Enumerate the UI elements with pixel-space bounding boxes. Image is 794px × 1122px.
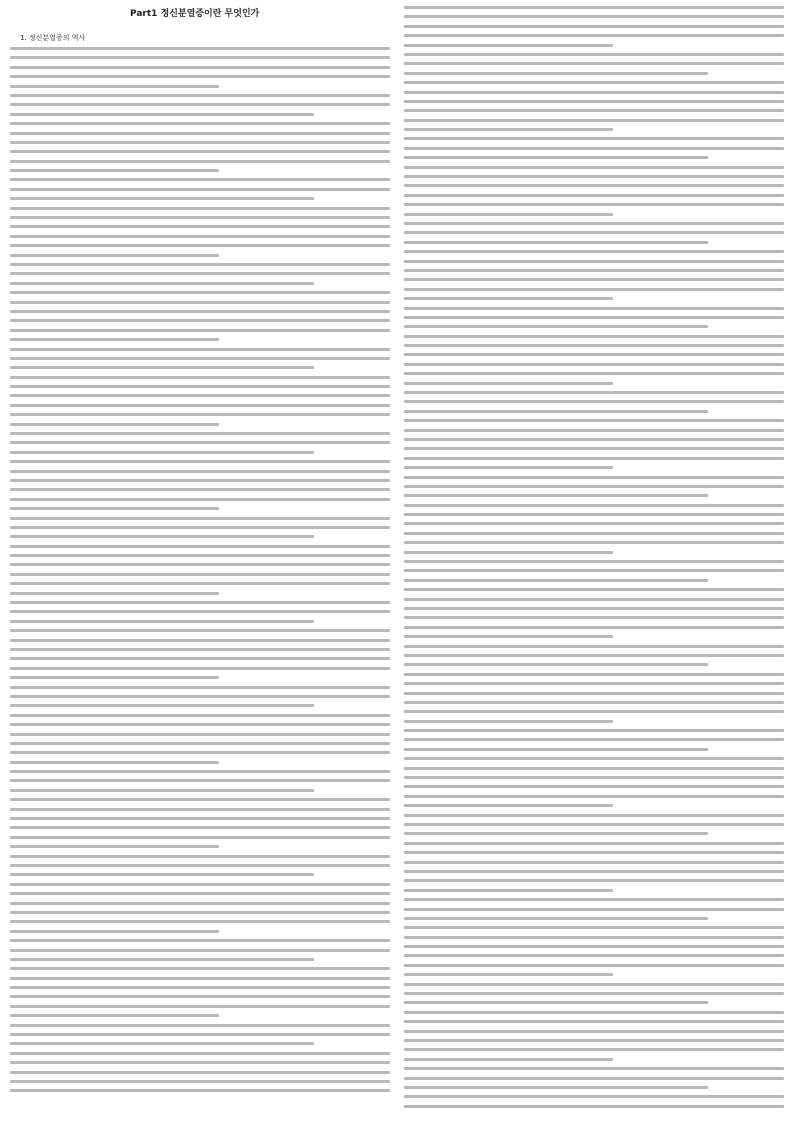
text-line-placeholder (10, 432, 390, 435)
text-line-placeholder (10, 488, 390, 491)
text-line-placeholder (404, 325, 708, 328)
text-line-placeholder (404, 785, 784, 788)
text-line-placeholder (404, 710, 784, 713)
text-line-placeholder (404, 682, 784, 685)
text-line-placeholder (10, 949, 390, 952)
text-line-placeholder (404, 889, 613, 892)
text-line-placeholder (10, 704, 314, 707)
text-line-placeholder (404, 91, 784, 94)
text-line-placeholder (10, 47, 390, 50)
text-line-placeholder (10, 986, 390, 989)
text-line-placeholder (10, 235, 390, 238)
text-line-placeholder (10, 723, 390, 726)
text-line-placeholder (404, 100, 784, 103)
text-line-placeholder (404, 419, 784, 422)
text-line-placeholder (10, 676, 219, 679)
text-line-placeholder (10, 207, 390, 210)
text-line-placeholder (404, 1067, 784, 1070)
text-line-placeholder (10, 376, 390, 379)
text-line-placeholder (10, 404, 390, 407)
text-line-placeholder (404, 626, 784, 629)
text-line-placeholder (404, 673, 784, 676)
text-line-placeholder (404, 34, 784, 37)
text-line-placeholder (404, 1039, 784, 1042)
text-line-placeholder (10, 451, 314, 454)
text-line-placeholder (10, 479, 390, 482)
text-line-placeholder (404, 457, 784, 460)
text-line-placeholder (10, 141, 390, 144)
text-line-placeholder (10, 470, 390, 473)
text-line-placeholder (10, 526, 390, 529)
text-line-placeholder (10, 733, 390, 736)
text-line-placeholder (10, 1089, 390, 1092)
text-line-placeholder (10, 1061, 390, 1064)
text-line-placeholder (10, 441, 390, 444)
text-line-placeholder (404, 429, 784, 432)
text-line-placeholder (404, 1020, 784, 1023)
text-line-placeholder (404, 316, 784, 319)
text-line-placeholder (404, 720, 613, 723)
text-line-placeholder (404, 44, 613, 47)
text-line-placeholder (404, 1030, 784, 1033)
text-line-placeholder (404, 203, 784, 206)
left-column (10, 6, 390, 1114)
text-line-placeholder (10, 920, 390, 923)
text-line-placeholder (10, 423, 219, 426)
text-line-placeholder (404, 616, 784, 619)
text-line-placeholder (404, 663, 708, 666)
text-line-placeholder (404, 485, 784, 488)
text-line-placeholder (404, 1086, 708, 1089)
text-line-placeholder (404, 504, 784, 507)
text-line-placeholder (10, 1033, 390, 1036)
text-line-placeholder (10, 592, 219, 595)
text-line-placeholder (404, 222, 784, 225)
text-line-placeholder (404, 898, 784, 901)
text-line-placeholder (10, 610, 390, 613)
text-line-placeholder (10, 338, 219, 341)
text-line-placeholder (404, 166, 784, 169)
text-line-placeholder (404, 184, 784, 187)
text-line-placeholder (10, 817, 390, 820)
text-line-placeholder (10, 967, 390, 970)
text-line-placeholder (404, 936, 784, 939)
text-line-placeholder (10, 150, 390, 153)
text-line-placeholder (10, 563, 390, 566)
text-line-placeholder (10, 103, 390, 106)
text-line-placeholder (404, 908, 784, 911)
text-line-placeholder (10, 169, 219, 172)
text-line-placeholder (404, 260, 784, 263)
text-line-placeholder (10, 864, 390, 867)
text-line-placeholder (10, 385, 390, 388)
text-line-placeholder (404, 513, 784, 516)
text-line-placeholder (10, 66, 390, 69)
text-line-placeholder (10, 1052, 390, 1055)
text-line-placeholder (10, 554, 390, 557)
text-line-placeholder (10, 573, 390, 576)
text-line-placeholder (10, 160, 390, 163)
text-line-placeholder (404, 128, 613, 131)
text-line-placeholder (10, 113, 314, 116)
text-line-placeholder (10, 601, 390, 604)
text-line-placeholder (404, 701, 784, 704)
text-line-placeholder (404, 645, 784, 648)
text-line-placeholder (404, 353, 784, 356)
text-line-placeholder (404, 926, 784, 929)
text-line-placeholder (10, 902, 390, 905)
text-line-placeholder (404, 250, 784, 253)
text-line-placeholder (404, 109, 784, 112)
text-line-placeholder (404, 832, 708, 835)
text-line-placeholder (10, 460, 390, 463)
text-line-placeholder (404, 335, 784, 338)
text-line-placeholder (404, 288, 784, 291)
text-line-placeholder (10, 1071, 390, 1074)
text-line-placeholder (10, 742, 390, 745)
text-line-placeholder (404, 804, 613, 807)
text-line-placeholder (10, 1042, 314, 1045)
text-line-placeholder (404, 635, 613, 638)
text-line-placeholder (404, 1105, 784, 1108)
text-line-placeholder (404, 795, 784, 798)
text-line-placeholder (404, 532, 784, 535)
text-line-placeholder (404, 494, 708, 497)
left-text-lines (10, 47, 390, 1092)
text-line-placeholder (10, 883, 390, 886)
text-line-placeholder (404, 983, 784, 986)
text-line-placeholder (10, 225, 390, 228)
text-line-placeholder (10, 873, 314, 876)
text-line-placeholder (404, 297, 613, 300)
text-line-placeholder (404, 767, 784, 770)
text-line-placeholder (404, 307, 784, 310)
text-line-placeholder (404, 738, 784, 741)
text-line-placeholder (404, 973, 613, 976)
text-line-placeholder (10, 826, 390, 829)
text-line-placeholder (404, 72, 708, 75)
text-line-placeholder (10, 808, 390, 811)
text-line-placeholder (404, 945, 784, 948)
text-line-placeholder (404, 476, 784, 479)
text-line-placeholder (10, 254, 219, 257)
text-line-placeholder (10, 216, 390, 219)
text-line-placeholder (10, 751, 390, 754)
text-line-placeholder (10, 244, 390, 247)
text-line-placeholder (10, 789, 314, 792)
text-line-placeholder (404, 757, 784, 760)
text-line-placeholder (10, 507, 219, 510)
text-line-placeholder (10, 263, 390, 266)
text-line-placeholder (404, 231, 784, 234)
text-line-placeholder (10, 1024, 390, 1027)
text-line-placeholder (404, 729, 784, 732)
text-line-placeholder (10, 995, 390, 998)
text-line-placeholder (404, 1077, 784, 1080)
text-line-placeholder (10, 958, 314, 961)
text-line-placeholder (10, 1014, 219, 1017)
text-line-placeholder (10, 620, 314, 623)
text-line-placeholder (404, 156, 708, 159)
text-line-placeholder (404, 541, 784, 544)
text-line-placeholder (10, 348, 390, 351)
text-line-placeholder (10, 686, 390, 689)
text-line-placeholder (10, 319, 390, 322)
text-line-placeholder (404, 119, 784, 122)
text-line-placeholder (404, 400, 784, 403)
text-line-placeholder (404, 748, 708, 751)
text-line-placeholder (404, 1001, 708, 1004)
part-title: Part1 정신분열증이란 무엇인가 (130, 9, 260, 19)
text-line-placeholder (10, 657, 390, 660)
text-line-placeholder (10, 272, 390, 275)
text-line-placeholder (404, 53, 784, 56)
section-heading-history: 1. 정신분열증의 역사 (20, 34, 86, 42)
text-line-placeholder (10, 845, 219, 848)
text-line-placeholder (404, 607, 784, 610)
text-line-placeholder (404, 382, 613, 385)
text-line-placeholder (404, 241, 708, 244)
text-line-placeholder (404, 588, 784, 591)
text-line-placeholder (10, 291, 390, 294)
text-line-placeholder (404, 15, 784, 18)
text-line-placeholder (404, 598, 784, 601)
text-line-placeholder (404, 551, 613, 554)
text-line-placeholder (404, 842, 784, 845)
text-line-placeholder (10, 855, 390, 858)
text-line-placeholder (10, 1080, 390, 1083)
text-line-placeholder (404, 344, 784, 347)
text-line-placeholder (10, 310, 390, 313)
text-line-placeholder (10, 282, 314, 285)
text-line-placeholder (10, 94, 390, 97)
text-line-placeholder (404, 194, 784, 197)
text-line-placeholder (404, 851, 784, 854)
text-line-placeholder (10, 178, 390, 181)
text-line-placeholder (10, 779, 390, 782)
text-line-placeholder (404, 372, 784, 375)
text-line-placeholder (404, 137, 784, 140)
text-line-placeholder (10, 629, 390, 632)
text-line-placeholder (404, 1095, 784, 1098)
text-line-placeholder (404, 870, 784, 873)
text-line-placeholder (404, 579, 708, 582)
text-line-placeholder (10, 329, 390, 332)
text-line-placeholder (404, 964, 784, 967)
text-line-placeholder (404, 81, 784, 84)
right-text-lines (404, 6, 784, 1108)
text-line-placeholder (10, 197, 314, 200)
text-line-placeholder (10, 545, 390, 548)
text-line-placeholder (10, 695, 390, 698)
text-line-placeholder (404, 269, 784, 272)
text-line-placeholder (404, 823, 784, 826)
text-line-placeholder (10, 892, 390, 895)
text-line-placeholder (404, 992, 784, 995)
text-line-placeholder (404, 278, 784, 281)
text-line-placeholder (404, 62, 784, 65)
text-line-placeholder (404, 654, 784, 657)
text-line-placeholder (404, 692, 784, 695)
text-line-placeholder (404, 1058, 613, 1061)
text-line-placeholder (404, 410, 708, 413)
text-line-placeholder (10, 498, 390, 501)
text-line-placeholder (404, 776, 784, 779)
text-line-placeholder (404, 861, 784, 864)
text-line-placeholder (404, 569, 784, 572)
text-line-placeholder (404, 560, 784, 563)
text-line-placeholder (10, 132, 390, 135)
text-line-placeholder (10, 1005, 390, 1008)
text-line-placeholder (10, 56, 390, 59)
text-line-placeholder (10, 122, 390, 125)
text-line-placeholder (404, 447, 784, 450)
text-line-placeholder (10, 930, 219, 933)
text-line-placeholder (10, 770, 390, 773)
text-line-placeholder (10, 714, 390, 717)
text-line-placeholder (10, 648, 390, 651)
text-line-placeholder (10, 75, 390, 78)
text-line-placeholder (404, 879, 784, 882)
text-line-placeholder (10, 188, 390, 191)
text-line-placeholder (10, 939, 390, 942)
text-line-placeholder (10, 366, 314, 369)
text-line-placeholder (404, 6, 784, 9)
text-line-placeholder (10, 761, 219, 764)
text-line-placeholder (404, 175, 784, 178)
text-line-placeholder (10, 836, 390, 839)
text-line-placeholder (10, 798, 390, 801)
text-line-placeholder (10, 517, 390, 520)
text-line-placeholder (10, 413, 390, 416)
text-line-placeholder (404, 147, 784, 150)
text-line-placeholder (404, 954, 784, 957)
text-line-placeholder (404, 814, 784, 817)
text-line-placeholder (404, 438, 784, 441)
text-line-placeholder (10, 357, 390, 360)
text-line-placeholder (10, 394, 390, 397)
text-line-placeholder (404, 917, 708, 920)
text-line-placeholder (10, 85, 219, 88)
text-line-placeholder (404, 466, 613, 469)
text-line-placeholder (10, 639, 390, 642)
text-line-placeholder (404, 391, 784, 394)
text-line-placeholder (10, 535, 314, 538)
text-line-placeholder (10, 977, 390, 980)
text-line-placeholder (10, 582, 390, 585)
right-column (404, 6, 784, 1114)
text-line-placeholder (10, 667, 390, 670)
text-line-placeholder (404, 25, 784, 28)
text-line-placeholder (404, 1011, 784, 1014)
text-line-placeholder (404, 363, 784, 366)
text-line-placeholder (10, 301, 390, 304)
text-line-placeholder (404, 522, 784, 525)
text-line-placeholder (404, 213, 613, 216)
text-line-placeholder (404, 1048, 784, 1051)
text-line-placeholder (10, 911, 390, 914)
